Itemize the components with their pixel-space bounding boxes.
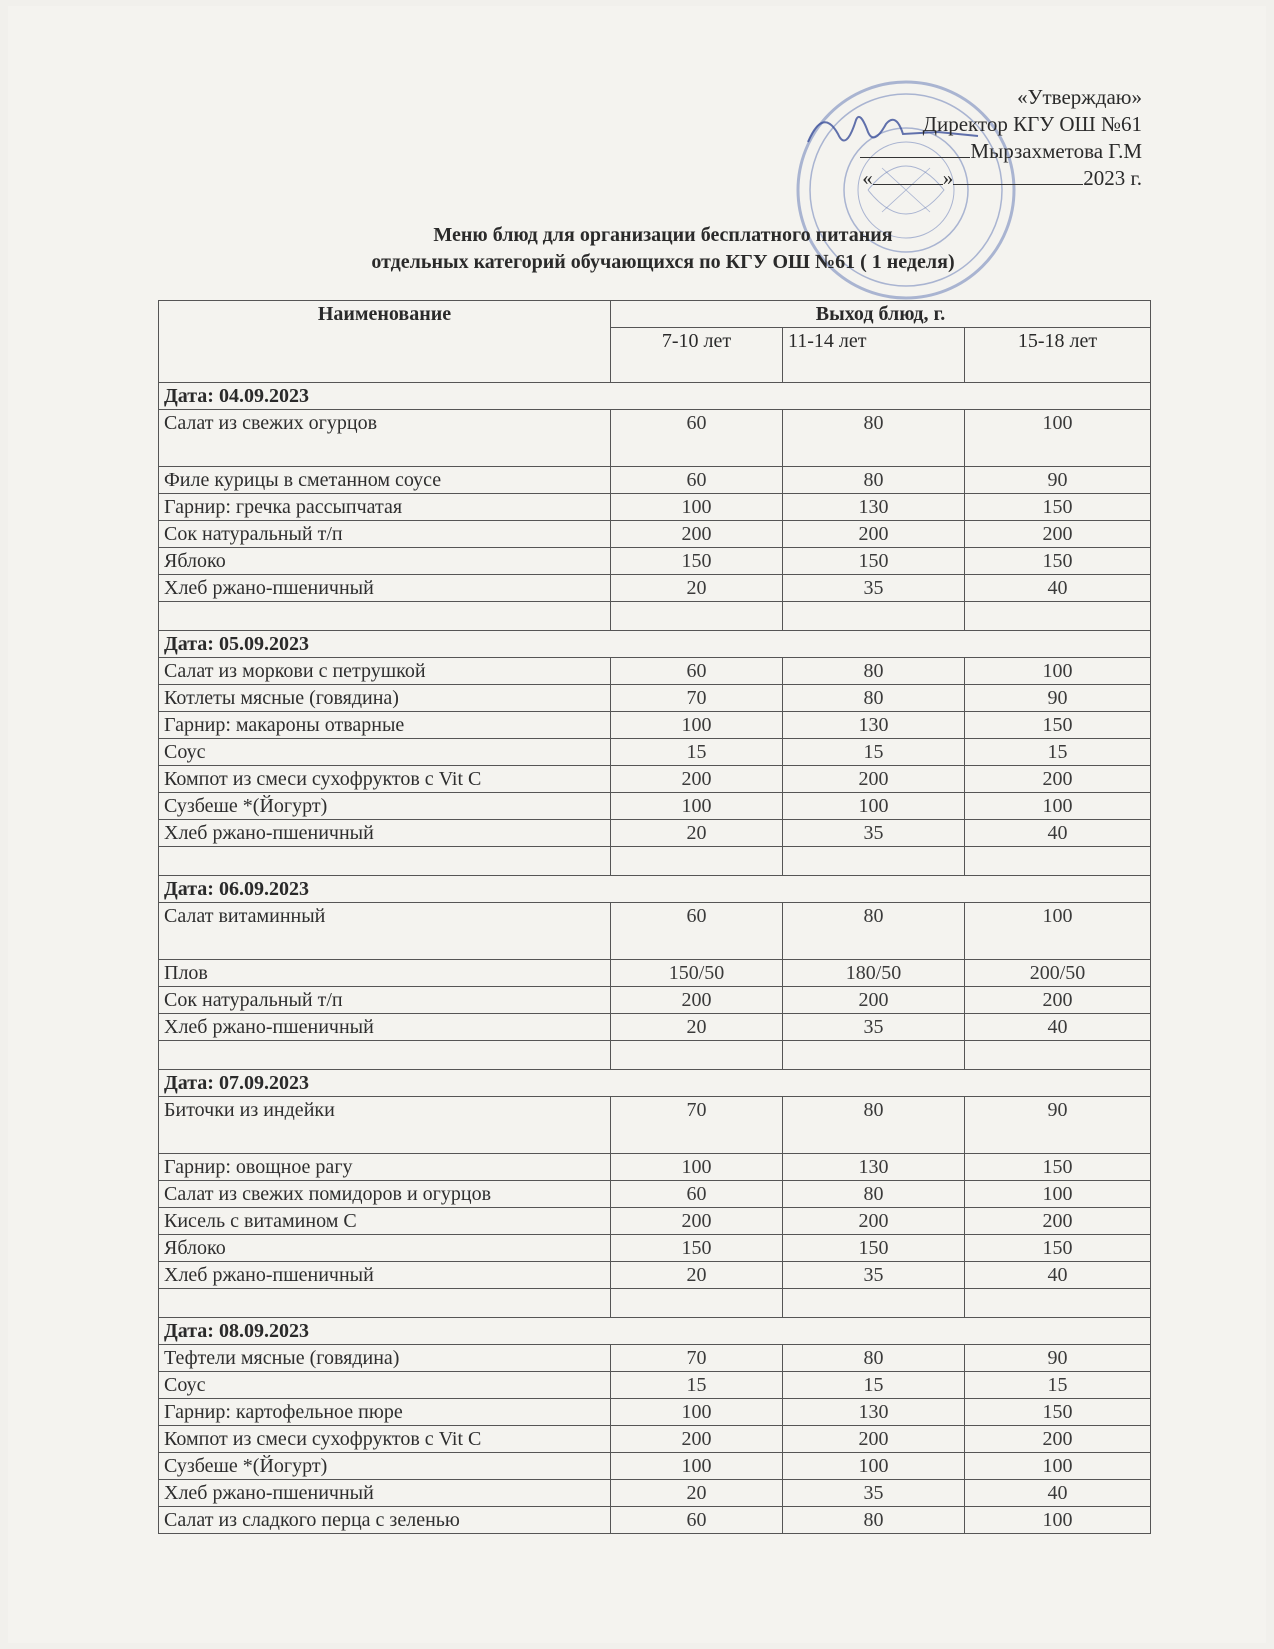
- portion-value: 200: [611, 766, 783, 793]
- portion-value: 200: [965, 766, 1151, 793]
- portion-value: 90: [965, 467, 1151, 494]
- spacer-row: [159, 1289, 1151, 1318]
- approval-block: [802, 84, 1142, 192]
- empty-cell: [159, 847, 611, 876]
- dish-row: [159, 521, 1151, 548]
- portion-value: 200: [611, 987, 783, 1014]
- portion-value: 35: [783, 1014, 965, 1041]
- portion-value: 90: [965, 1345, 1151, 1372]
- empty-cell: [159, 1289, 611, 1318]
- portion-value: 70: [611, 1097, 783, 1154]
- portion-value: 60: [611, 1181, 783, 1208]
- portion-value: 80: [783, 1345, 965, 1372]
- empty-cell: [159, 602, 611, 631]
- document-title: [288, 222, 1038, 276]
- empty-cell: [611, 847, 783, 876]
- dish-name: Сок натуральный т/п: [159, 521, 611, 548]
- portion-value: 100: [965, 793, 1151, 820]
- dish-row: [159, 1154, 1151, 1181]
- dish-name: Плов: [159, 960, 611, 987]
- dish-row: [159, 467, 1151, 494]
- portion-value: 35: [783, 1262, 965, 1289]
- portion-value: 20: [611, 1262, 783, 1289]
- portion-value: 200: [611, 1426, 783, 1453]
- portion-value: 100: [783, 1453, 965, 1480]
- menu-body: [159, 383, 1151, 1534]
- approval-position: Директор КГУ ОШ №61: [922, 112, 1142, 136]
- empty-cell: [965, 1041, 1151, 1070]
- dish-row: [159, 1235, 1151, 1262]
- portion-value: 200: [783, 987, 965, 1014]
- dish-name: Филе курицы в сметанном соусе: [159, 467, 611, 494]
- portion-value: 100: [965, 1507, 1151, 1534]
- dish-name: Соус: [159, 1372, 611, 1399]
- empty-cell: [965, 847, 1151, 876]
- dish-row: [159, 1208, 1151, 1235]
- portion-value: 100: [611, 1453, 783, 1480]
- dish-row: [159, 739, 1151, 766]
- date-label: Дата: 05.09.2023: [159, 631, 1151, 658]
- dish-name: Салат из моркови с петрушкой: [159, 658, 611, 685]
- portion-value: 35: [783, 575, 965, 602]
- dish-row: [159, 960, 1151, 987]
- empty-cell: [611, 602, 783, 631]
- dish-row: [159, 658, 1151, 685]
- date-label: Дата: 07.09.2023: [159, 1070, 1151, 1097]
- portion-value: 100: [965, 1181, 1151, 1208]
- portion-value: 60: [611, 410, 783, 467]
- dish-name: Салат из свежих помидоров и огурцов: [159, 1181, 611, 1208]
- dish-name: Сузбеше *(Йогурт): [159, 1453, 611, 1480]
- portion-value: 100: [965, 903, 1151, 960]
- dish-name: Яблоко: [159, 1235, 611, 1262]
- portion-value: 150: [965, 548, 1151, 575]
- approval-signatory: Мырзахметова Г.М: [802, 138, 1142, 165]
- dish-row: [159, 1372, 1151, 1399]
- portion-value: 200/50: [965, 960, 1151, 987]
- portion-value: 20: [611, 1480, 783, 1507]
- portion-value: 15: [783, 1372, 965, 1399]
- approval-date: « » 2023 г.: [862, 166, 1142, 190]
- dish-row: [159, 1399, 1151, 1426]
- portion-value: 130: [783, 494, 965, 521]
- dish-row: [159, 494, 1151, 521]
- dish-row: [159, 1507, 1151, 1534]
- dish-name: Котлеты мясные (говядина): [159, 685, 611, 712]
- empty-cell: [611, 1041, 783, 1070]
- date-row: [159, 1318, 1151, 1345]
- date-label: Дата: 04.09.2023: [159, 383, 1151, 410]
- portion-value: 90: [965, 1097, 1151, 1154]
- dish-row: [159, 1014, 1151, 1041]
- dish-name: Сузбеше *(Йогурт): [159, 793, 611, 820]
- dish-name: Соус: [159, 739, 611, 766]
- dish-row: [159, 712, 1151, 739]
- portion-value: 40: [965, 575, 1151, 602]
- portion-value: 100: [783, 793, 965, 820]
- date-label: Дата: 06.09.2023: [159, 876, 1151, 903]
- portion-value: 200: [783, 1426, 965, 1453]
- dish-name: Компот из смеси сухофруктов с Vit C: [159, 766, 611, 793]
- portion-value: 130: [783, 1154, 965, 1181]
- portion-value: 100: [965, 1453, 1151, 1480]
- header-age-7-10: 7-10 лет: [611, 328, 783, 383]
- dish-row: [159, 1345, 1151, 1372]
- dish-row: [159, 1097, 1151, 1154]
- dish-row: [159, 1453, 1151, 1480]
- dish-name: Гарнир: овощное рагу: [159, 1154, 611, 1181]
- portion-value: 150: [611, 1235, 783, 1262]
- dish-name: Хлеб ржано-пшеничный: [159, 1014, 611, 1041]
- portion-value: 100: [965, 410, 1151, 467]
- portion-value: 40: [965, 1014, 1151, 1041]
- dish-name: Компот из смеси сухофруктов с Vit C: [159, 1426, 611, 1453]
- portion-value: 200: [611, 521, 783, 548]
- dish-row: [159, 575, 1151, 602]
- title-line-2: отдельных категорий обучающихся по КГУ ОШ №61 ( 1 неделя): [371, 251, 955, 273]
- spacer-row: [159, 847, 1151, 876]
- portion-value: 200: [783, 521, 965, 548]
- dish-row: [159, 766, 1151, 793]
- date-row: [159, 383, 1151, 410]
- portion-value: 130: [783, 1399, 965, 1426]
- empty-cell: [965, 602, 1151, 631]
- portion-value: 150: [965, 494, 1151, 521]
- date-row: [159, 1070, 1151, 1097]
- portion-value: 200: [783, 766, 965, 793]
- empty-cell: [611, 1289, 783, 1318]
- portion-value: 200: [965, 987, 1151, 1014]
- dish-row: [159, 685, 1151, 712]
- dish-name: Кисель с витамином С: [159, 1208, 611, 1235]
- portion-value: 150/50: [611, 960, 783, 987]
- portion-value: 15: [965, 739, 1151, 766]
- empty-cell: [783, 1041, 965, 1070]
- empty-cell: [159, 1041, 611, 1070]
- portion-value: 150: [611, 548, 783, 575]
- portion-value: 100: [965, 658, 1151, 685]
- portion-value: 60: [611, 1507, 783, 1534]
- portion-value: 150: [783, 548, 965, 575]
- portion-value: 150: [965, 1235, 1151, 1262]
- portion-value: 70: [611, 1345, 783, 1372]
- portion-value: 100: [611, 1399, 783, 1426]
- date-row: [159, 876, 1151, 903]
- portion-value: 40: [965, 820, 1151, 847]
- date-label: Дата: 08.09.2023: [159, 1318, 1151, 1345]
- portion-value: 15: [783, 739, 965, 766]
- spacer-row: [159, 1041, 1151, 1070]
- dish-row: [159, 1181, 1151, 1208]
- portion-value: 15: [611, 1372, 783, 1399]
- dish-name: Салат из свежих огурцов: [159, 410, 611, 467]
- spacer-row: [159, 602, 1151, 631]
- portion-value: 100: [611, 1154, 783, 1181]
- portion-value: 200: [965, 521, 1151, 548]
- empty-cell: [783, 847, 965, 876]
- dish-row: [159, 548, 1151, 575]
- portion-value: 70: [611, 685, 783, 712]
- portion-value: 200: [783, 1208, 965, 1235]
- portion-value: 20: [611, 820, 783, 847]
- portion-value: 20: [611, 575, 783, 602]
- portion-value: 60: [611, 658, 783, 685]
- portion-value: 150: [965, 1399, 1151, 1426]
- portion-value: 180/50: [783, 960, 965, 987]
- portion-value: 15: [611, 739, 783, 766]
- portion-value: 150: [965, 1154, 1151, 1181]
- portion-value: 40: [965, 1262, 1151, 1289]
- title-line-1: Меню блюд для организации бесплатного питания: [433, 224, 893, 246]
- dish-name: Гарнир: картофельное пюре: [159, 1399, 611, 1426]
- dish-name: Салат витаминный: [159, 903, 611, 960]
- dish-name: Хлеб ржано-пшеничный: [159, 1262, 611, 1289]
- date-row: [159, 631, 1151, 658]
- portion-value: 130: [783, 712, 965, 739]
- portion-value: 200: [965, 1426, 1151, 1453]
- dish-name: Хлеб ржано-пшеничный: [159, 575, 611, 602]
- dish-name: Салат из сладкого перца с зеленью: [159, 1507, 611, 1534]
- dish-row: [159, 410, 1151, 467]
- portion-value: 80: [783, 467, 965, 494]
- portion-value: 80: [783, 1507, 965, 1534]
- portion-value: 40: [965, 1480, 1151, 1507]
- portion-value: 200: [611, 1208, 783, 1235]
- dish-name: Биточки из индейки: [159, 1097, 611, 1154]
- portion-value: 150: [965, 712, 1151, 739]
- portion-value: 60: [611, 467, 783, 494]
- empty-cell: [965, 1289, 1151, 1318]
- menu-table: [158, 300, 1151, 1534]
- portion-value: 35: [783, 820, 965, 847]
- dish-row: [159, 903, 1151, 960]
- dish-name: Хлеб ржано-пшеничный: [159, 1480, 611, 1507]
- dish-name: Гарнир: гречка рассыпчатая: [159, 494, 611, 521]
- portion-value: 100: [611, 712, 783, 739]
- dish-row: [159, 793, 1151, 820]
- approval-heading: «Утверждаю»: [1017, 85, 1142, 109]
- portion-value: 90: [965, 685, 1151, 712]
- dish-name: Гарнир: макароны отварные: [159, 712, 611, 739]
- portion-value: 100: [611, 494, 783, 521]
- dish-name: Хлеб ржано-пшеничный: [159, 820, 611, 847]
- dish-row: [159, 1480, 1151, 1507]
- portion-value: 35: [783, 1480, 965, 1507]
- portion-value: 15: [965, 1372, 1151, 1399]
- dish-row: [159, 987, 1151, 1014]
- portion-value: 80: [783, 685, 965, 712]
- portion-value: 80: [783, 1097, 965, 1154]
- header-output: Выход блюд, г.: [611, 301, 1151, 328]
- dish-row: [159, 1426, 1151, 1453]
- empty-cell: [783, 1289, 965, 1318]
- dish-row: [159, 820, 1151, 847]
- portion-value: 60: [611, 903, 783, 960]
- header-age-15-18: 15-18 лет: [965, 328, 1151, 383]
- portion-value: 80: [783, 1181, 965, 1208]
- dish-name: Тефтели мясные (говядина): [159, 1345, 611, 1372]
- empty-cell: [783, 602, 965, 631]
- dish-row: [159, 1262, 1151, 1289]
- portion-value: 200: [965, 1208, 1151, 1235]
- dish-name: Яблоко: [159, 548, 611, 575]
- portion-value: 100: [611, 793, 783, 820]
- portion-value: 150: [783, 1235, 965, 1262]
- header-age-11-14: 11-14 лет: [783, 328, 965, 383]
- portion-value: 80: [783, 903, 965, 960]
- header-name: Наименование: [159, 301, 611, 383]
- portion-value: 20: [611, 1014, 783, 1041]
- dish-name: Сок натуральный т/п: [159, 987, 611, 1014]
- portion-value: 80: [783, 410, 965, 467]
- portion-value: 80: [783, 658, 965, 685]
